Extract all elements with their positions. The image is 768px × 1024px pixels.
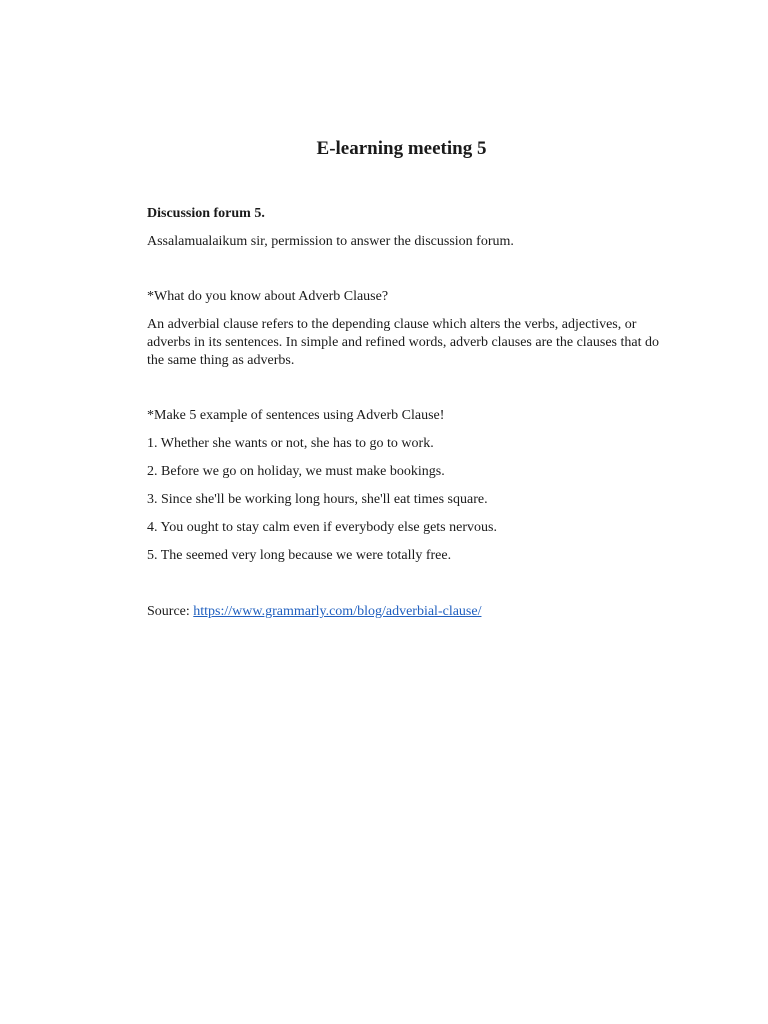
question-2: *Make 5 example of sentences using Adverb Clause! <box>147 408 445 423</box>
question-1: *What do you know about Adverb Clause? <box>147 289 389 304</box>
example-sentence-4: 4. You ought to stay calm even if everybody else gets nervous. <box>147 520 497 535</box>
section-heading: Discussion forum 5. <box>147 206 265 221</box>
page-title: E-learning meeting 5 <box>316 138 487 159</box>
source-label: Source: <box>147 604 194 619</box>
example-sentence-1: 1. Whether she wants or not, she has to go to work. <box>147 436 434 451</box>
answer-1: An adverbial clause refers to the depending clause which alters the verbs, adjectives, or adverbs in its sentences. In simple and refined words, adverb clauses are the clauses that do the same thing as adverbs. <box>147 317 659 368</box>
source-link[interactable]: https://www.grammarly.com/blog/adverbial-clause/ <box>193 604 482 619</box>
document-body <box>147 205 667 621</box>
example-sentence-2: 2. Before we go on holiday, we must make bookings. <box>147 464 445 479</box>
example-sentence-3: 3. Since she'll be working long hours, she'll eat times square. <box>147 492 488 507</box>
source-line <box>147 603 667 621</box>
greeting-text: Assalamualaikum sir, permission to answer the discussion forum. <box>147 234 514 249</box>
example-sentence-5: 5. The seemed very long because we were totally free. <box>147 548 452 563</box>
